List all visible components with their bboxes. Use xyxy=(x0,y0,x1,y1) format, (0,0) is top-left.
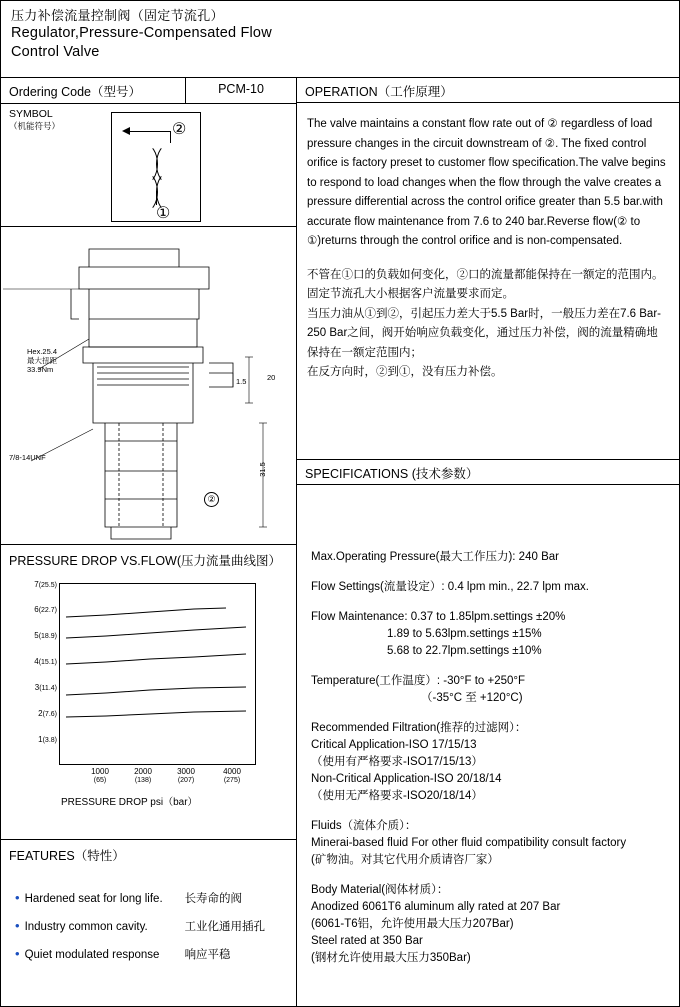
spacer xyxy=(307,252,669,266)
feature-text-en: Industry common cavity. xyxy=(24,921,148,933)
symbol-section xyxy=(1,104,296,227)
chart-xtick-2000: 2000 (138) xyxy=(134,767,152,784)
operation-cn-line-2: 固定节流孔大小根据客户流量要求而定。 xyxy=(307,288,514,300)
dimension-1-5-label: 1.5 xyxy=(236,377,247,386)
spec-line: Temperature(工作温度）: -30°F to +250°F xyxy=(311,675,526,687)
operation-paragraph-en: The valve maintains a constant flow rate out of ② regardless of load pressure changes in the circuit downstream of ②. The fixed control orifice is factory preset to customer flow specification.The valve begins to respond to load changes when the flow through the valve creates a pressure differential across the control orifice greater than 5.5 bar.with accurate flow maintenance from 7.6 to 240 bar.Reverse flow(② to ①)returns through the control orifice and is non-compensated. xyxy=(307,118,666,247)
spec-line: Non-Critical Application-ISO 20/18/14 xyxy=(311,773,502,785)
operation-header: OPERATION（工作原理） xyxy=(297,78,679,103)
operation-cn-line-1: 不管在①口的负载如何变化，②口的流量都能保持在一额定的范围内。 xyxy=(307,268,664,281)
spec-line: Flow Maintenance: 0.37 to 1.85lpm.settings ±20% xyxy=(311,611,566,623)
symbol-port-2-label: ② xyxy=(172,121,187,138)
chart-ytick-6: 6(22.7) xyxy=(34,605,57,614)
chart-ytick-1: 1(3.8) xyxy=(38,735,57,744)
list-item xyxy=(1,946,296,974)
operation-body xyxy=(297,103,679,460)
ordering-code-value: PCM-10 xyxy=(218,82,264,96)
spec-line: Critical Application-ISO 17/15/13 xyxy=(311,739,477,751)
drawing-callout-2: ② xyxy=(204,492,219,507)
operation-cn-line-4: 250 Bar之间，阀开始响应负载变化，通过压力补偿，阀的流量精确地 xyxy=(307,327,658,339)
chart-ytick-4: 4(15.1) xyxy=(34,657,57,666)
spec-block xyxy=(311,673,669,707)
valve-drawing-section xyxy=(1,227,296,545)
chart-ytick-5: 5(18.9) xyxy=(34,631,57,640)
thread-spec-label: 7/8-14UNF xyxy=(9,453,46,462)
spec-line: Flow Settings(流量设定）: 0.4 lpm min., 22.7 lpm max. xyxy=(311,581,589,593)
symbol-title xyxy=(9,108,60,132)
chart-xtick-3000: 3000 (207) xyxy=(177,767,195,784)
feature-text-en: Hardened seat for long life. xyxy=(24,893,163,905)
spec-line: Fluids（流体介质）： xyxy=(311,820,417,832)
hex-note: Hex.25.4 最大扭距 33.9Nm xyxy=(27,347,58,374)
operation-cn-line-6: 在反方向时，②到①，没有压力补偿。 xyxy=(307,366,503,378)
feature-text-cn: 响应平稳 xyxy=(184,949,231,961)
dimension-20-label: 20 xyxy=(267,373,276,382)
spec-line: (矿物油。对其它代用介质请咨厂家） xyxy=(311,854,499,866)
feature-text-en: Quiet modulated response xyxy=(24,949,160,961)
feature-text-cn: 工业化通用插孔 xyxy=(184,921,266,933)
chart-xtick-4000: 4000 (275) xyxy=(223,767,241,784)
symbol-port-1-label: ① xyxy=(156,205,171,222)
features-section xyxy=(1,840,296,1007)
spec-line: Body Material(阀体材质）： xyxy=(311,884,449,896)
symbol-line-vertical xyxy=(170,131,171,143)
bullet-icon: • xyxy=(15,890,20,905)
dimension-31-5-label: 31.5 xyxy=(257,462,267,477)
ordering-code-row xyxy=(1,78,296,104)
chart-x-axis-label: PRESSURE DROP psi（bar） xyxy=(61,797,198,808)
features-list xyxy=(1,890,296,974)
chart-ytick-2: 2(7.6) xyxy=(38,709,57,718)
list-item xyxy=(1,918,296,946)
spec-line: Recommended Filtration(推荐的过滤网）： xyxy=(311,722,527,734)
flow-arrow-icon xyxy=(126,131,170,132)
spec-line: Max.Operating Pressure(最大工作压力): 240 Bar xyxy=(311,551,559,563)
chart-curves xyxy=(60,584,253,762)
feature-text-cn: 长寿命的阀 xyxy=(184,893,243,905)
pressure-drop-chart-section xyxy=(1,545,296,840)
list-item xyxy=(1,890,296,918)
spec-line: （-35°C 至 +120°C) xyxy=(421,692,523,704)
title-english-line2: Control Valve xyxy=(11,44,100,60)
chart-ytick-3: 3(11.4) xyxy=(34,683,57,692)
bullet-icon: • xyxy=(15,918,20,933)
ordering-code-label: Ordering Code（型号） xyxy=(1,78,186,103)
spec-line: 1.89 to 5.63lpm.settings ±15% xyxy=(387,628,542,640)
spec-line: （使用无严格要求-ISO20/18/14） xyxy=(311,790,483,802)
right-column xyxy=(297,78,679,1007)
page-title xyxy=(1,1,679,78)
spec-line: (钢材允许使用最大压力350Bar) xyxy=(311,952,471,964)
spec-block xyxy=(311,579,669,596)
spec-line: Anodized 6061T6 aluminum ally rated at 207 Bar xyxy=(311,901,561,913)
spec-line: (6061-T6铝，允许使用最大压力207Bar) xyxy=(311,918,514,930)
spec-block xyxy=(311,549,669,566)
operation-cn-line-3: 当压力油从①到②，引起压力差大于5.5 Bar时，一般压力差在7.6 Bar- xyxy=(307,307,661,320)
symbol-title-en: SYMBOL xyxy=(9,108,53,120)
chart-xtick-1000: 1000 (65) xyxy=(91,767,109,784)
operation-cn-line-5: 保持在一额定范围内； xyxy=(307,346,422,359)
spec-block xyxy=(311,882,669,967)
chart-title: PRESSURE DROP VS.FLOW(压力流量曲线图） xyxy=(9,554,282,568)
symbol-title-cn: （机能符号） xyxy=(9,121,61,131)
chart-plot-area xyxy=(34,580,256,784)
specifications-body xyxy=(297,485,679,967)
symbol-diagram xyxy=(111,112,201,222)
valve-cross-section-drawing xyxy=(1,227,296,544)
symbol-curve-3 xyxy=(130,171,158,213)
bullet-icon: • xyxy=(15,946,20,961)
spec-block xyxy=(311,720,669,805)
title-chinese: 压力补偿流量控制阀（固定节流孔） xyxy=(11,8,224,23)
spec-line: （使用有严格要求-ISO17/15/13） xyxy=(311,756,483,768)
features-title: FEATURES（特性） xyxy=(9,849,125,863)
spec-line: Minerai-based fluid For other fluid compatibility consult factory xyxy=(311,837,627,849)
spec-line: 5.68 to 22.7lpm.settings ±10% xyxy=(387,645,542,657)
title-english-line1: Regulator,Pressure-Compensated Flow xyxy=(11,25,272,41)
spec-block xyxy=(311,818,669,869)
spec-block xyxy=(311,609,669,660)
left-column xyxy=(1,78,297,1007)
chart-ytick-7: 7(25.5) xyxy=(34,580,57,589)
specifications-header: SPECIFICATIONS (技术参数） xyxy=(297,460,679,485)
spec-line: Steel rated at 350 Bar xyxy=(311,935,423,947)
